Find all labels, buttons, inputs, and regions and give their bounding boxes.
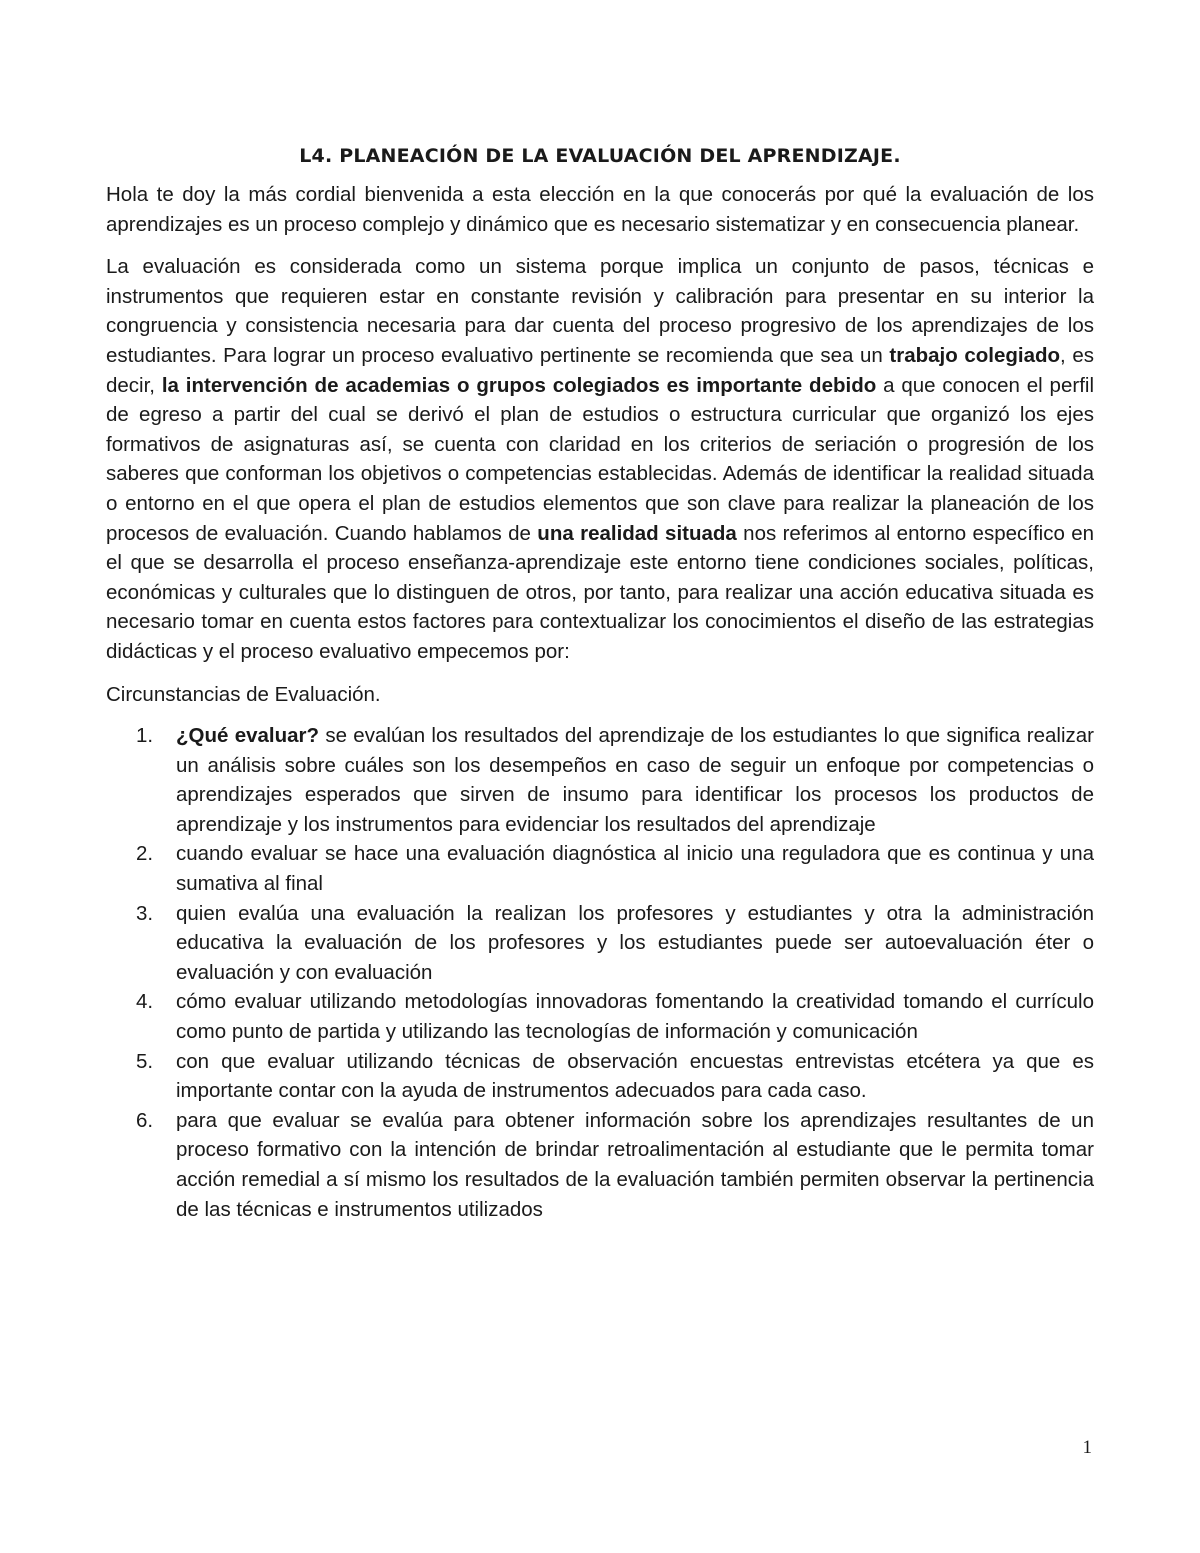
list-item	[106, 899, 1094, 988]
list-item-text: cómo evaluar utilizando metodologías innovadoras fomentando la creatividad tomando el currículo como punto de partida y utilizando las tecnologías de información y comunicación	[176, 990, 1094, 1044]
list-item-text: se evalúan los resultados del aprendizaje de los estudiantes lo que significa realizar un análisis sobre cuáles son los desempeños en caso de seguir un enfoque por competencias o aprendizajes esperados que sirven de insumo para identificar los procesos los productos de aprendizaje y los instrumentos para evidenciar los resultados del aprendizaje	[176, 724, 1094, 836]
list-item	[106, 987, 1094, 1046]
body-text-3: a que conocen el perfil de egreso a partir del cual se derivó el plan de estudios o estructura curricular que organizó los ejes formativos de asignaturas así, se cuenta con claridad en los criterios de seriación o progresión de los saberes que conforman los objetivos o competencias establecidas. Además de identificar la realidad situada o entorno en el que opera el plan de estudios elementos que son clave para realizar la planeación de los procesos de evaluación. Cuando hablamos de	[106, 373, 1094, 545]
document-page	[106, 142, 1094, 1224]
intro-paragraph: Hola te doy la más cordial bienvenida a esta elección en la que conocerás por qué la evaluación de los aprendizajes es un proceso complejo y dinámico que es necesario sistematizar y en consecuencia planear.	[106, 183, 1094, 236]
list-item-number: 2.	[136, 842, 154, 866]
body-paragraph	[106, 252, 1094, 666]
body-bold-1: trabajo colegiado	[889, 343, 1061, 367]
list-item	[106, 1106, 1094, 1224]
document-title: L4. PLANEACIÓN DE LA EVALUACIÓN DEL APRENDIZAJE.	[299, 145, 901, 167]
body-bold-3: una realidad situada	[537, 521, 737, 545]
list-item	[106, 721, 1094, 839]
body-text-2: , es decir,	[106, 343, 1094, 397]
list-item-number: 4.	[136, 990, 154, 1014]
body-text-4: nos referimos al entorno específico en el que se desarrolla el proceso enseñanza-aprendizaje este entorno tiene condiciones sociales, políticas, económicas y culturales que lo distinguen de otros, por tanto, para realizar una acción educativa situada es necesario tomar en cuenta estos factores para contextualizar los conocimientos el diseño de las estrategias didácticas y el proceso evaluativo empecemos por:	[106, 521, 1094, 663]
list-item-number: 5.	[136, 1049, 154, 1073]
list-item-text: quien evalúa una evaluación la realizan los profesores y estudiantes y otra la administración educativa la evaluación de los profesores y los estudiantes puede ser autoevaluación éter o evaluación y con evaluación	[176, 901, 1094, 984]
list-item-bold: ¿Qué evaluar?	[176, 724, 320, 748]
list-item-text: con que evaluar utilizando técnicas de observación encuestas entrevistas etcétera ya que es importante contar con la ayuda de instrumentos adecuados para cada caso.	[176, 1049, 1094, 1103]
body-bold-2: la intervención de academias o grupos colegiados es importante debido	[161, 373, 877, 397]
list-item-text: cuando evaluar se hace una evaluación diagnóstica al inicio una reguladora que es continua y una sumativa al final	[176, 842, 1094, 896]
list-item	[106, 1047, 1094, 1106]
list-item-number: 3.	[136, 901, 154, 925]
page-number: 1	[1082, 1437, 1092, 1458]
list-item	[106, 839, 1094, 898]
circumstances-heading: Circunstancias de Evaluación.	[106, 682, 381, 706]
list-item-number: 6.	[136, 1108, 154, 1132]
body-text-1: La evaluación es considerada como un sistema porque implica un conjunto de pasos, técnicas e instrumentos que requieren estar en constante revisión y calibración para presentar en su interior la congruencia y consistencia necesaria para dar cuenta del proceso progresivo de los aprendizajes de los estudiantes. Para lograr un proceso evaluativo pertinente se recomienda que sea un	[106, 255, 1094, 367]
circumstances-list	[106, 721, 1094, 1224]
list-item-text: para que evaluar se evalúa para obtener información sobre los aprendizajes resultantes de un proceso formativo con la intención de brindar retroalimentación al estudiante que le permita tomar acción remedial a sí mismo los resultados de la evaluación también permiten observar la pertinencia de las técnicas e instrumentos utilizados	[176, 1108, 1094, 1221]
list-item-number: 1.	[136, 724, 154, 748]
